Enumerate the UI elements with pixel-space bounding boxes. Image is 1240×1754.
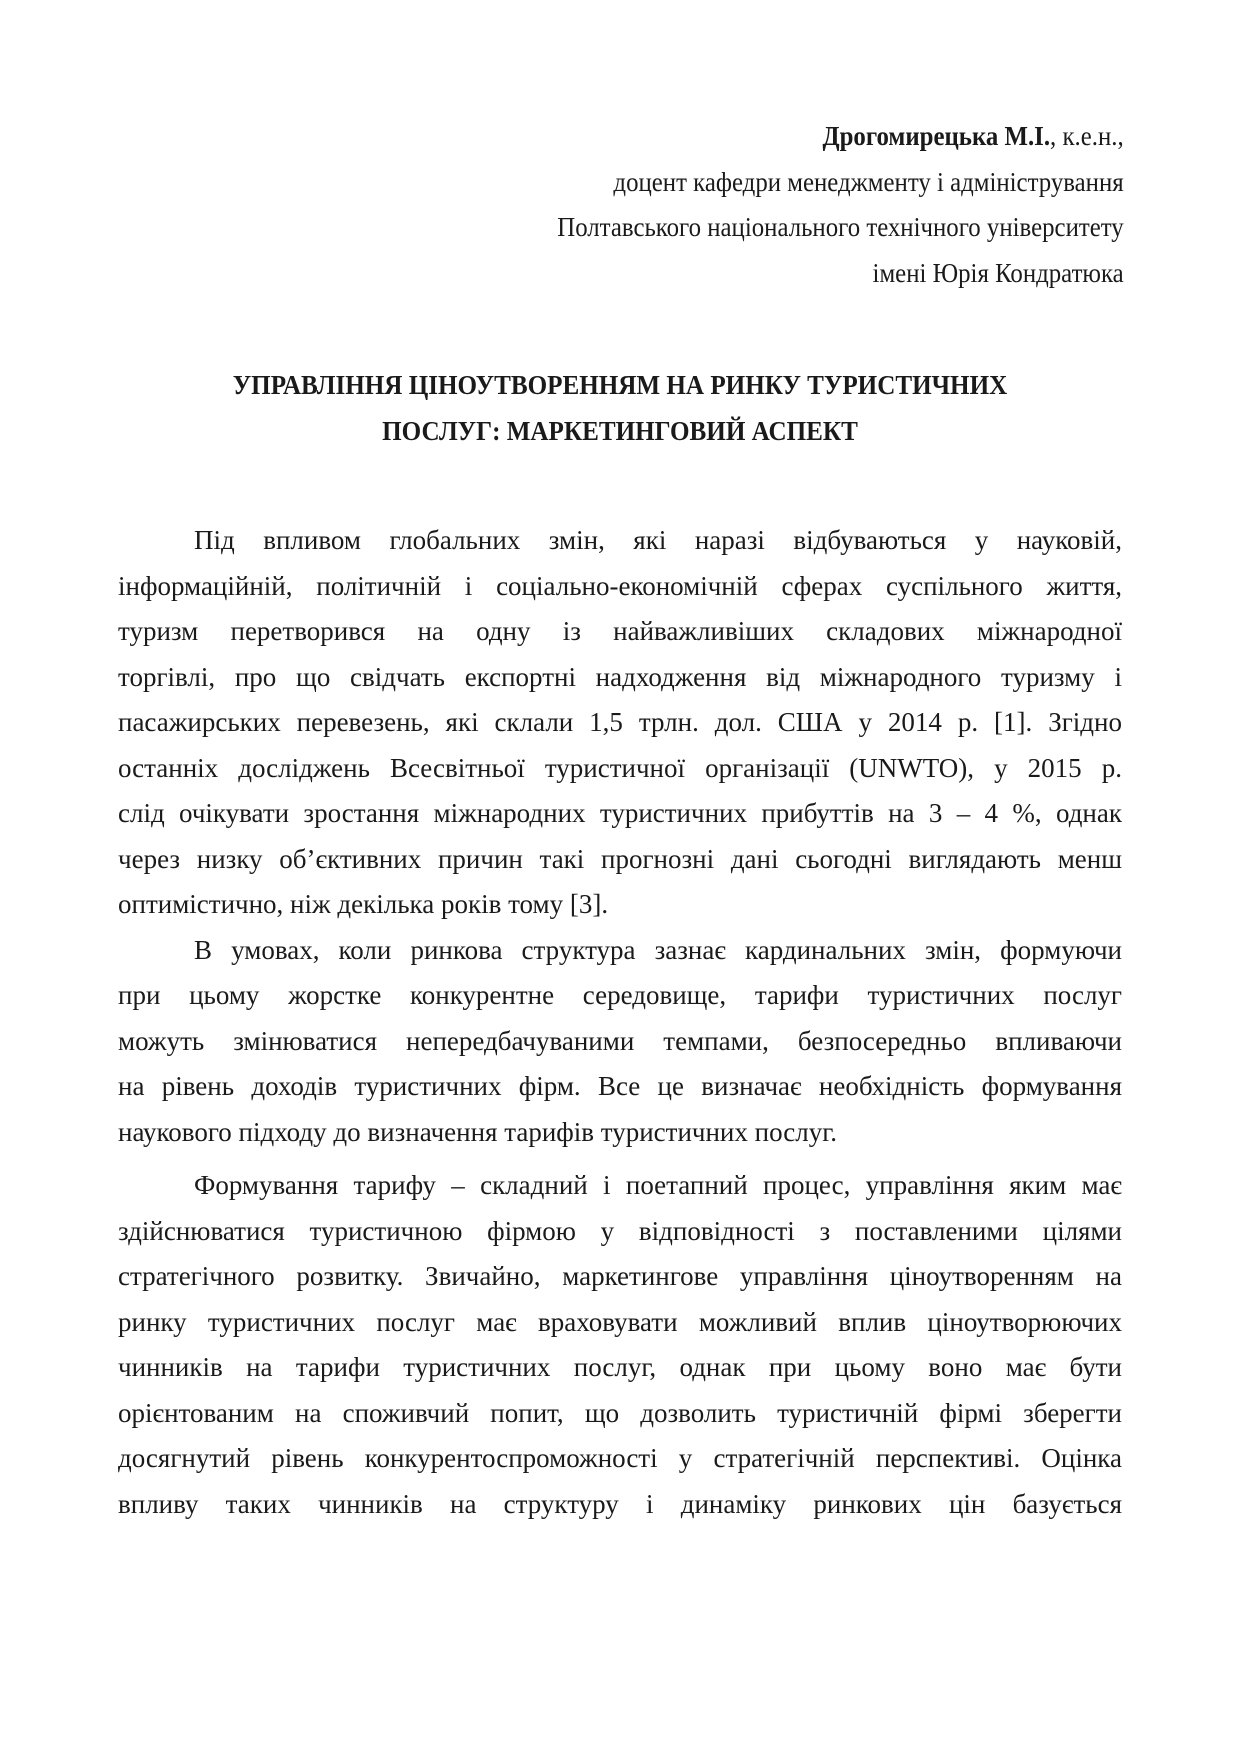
text-line: при цьому жорстке конкурентне середовище, тарифи туристичних послуг: [118, 980, 1122, 1010]
title-line-1: УПРАВЛІННЯ ЦІНОУТВОРЕННЯМ НА РИНКУ ТУРИСТИЧНИХ: [232, 370, 1008, 400]
text-line: орієнтованим на споживчий попит, що дозволить туристичній фірмі зберегти: [118, 1397, 1122, 1428]
text-line: інформаційній, політичній і соціально-економічній сферах суспільного життя,: [118, 570, 1122, 601]
text-line: оптимістично, ніж декілька років тому [3].: [118, 889, 609, 919]
text-line: впливу таких чинників на структуру і динаміку ринкових цін базується: [118, 1488, 1122, 1519]
text-line: стратегічного розвитку. Звичайно, маркетингове управління ціноутворенням на: [118, 1261, 1122, 1291]
article-body: [118, 518, 1122, 1527]
author-name: Дрогомирецька М.І.: [822, 121, 1051, 151]
text-line: здійснюватися туристичною фірмою у відповідності з поставленими цілями: [118, 1215, 1122, 1246]
text-line: можуть змінюватися непередбачуваними темпами, безпосередньо впливаючи: [118, 1025, 1122, 1056]
text-line: пасажирських перевезень, які склали 1,5 трлн. дол. США у 2014 р. [1]. Згідно: [118, 707, 1122, 737]
text-line: Під впливом глобальних змін, які наразі відбуваються у науковій,: [194, 525, 1122, 555]
title-line-2: ПОСЛУГ: МАРКЕТИНГОВИЙ АСПЕКТ: [382, 416, 858, 446]
text-line: чинників на тарифи туристичних послуг, однак при цьому воно має бути: [118, 1352, 1122, 1382]
author-line: [558, 114, 1124, 160]
article-title: [43, 362, 1196, 454]
text-line: наукового підходу до визначення тарифів туристичних послуг.: [118, 1116, 837, 1147]
text-line: Формування тарифу – складний і поетапний процес, управління яким має: [194, 1170, 1122, 1200]
paragraph-3: [118, 1163, 1122, 1527]
text-line: туризм перетворився на одну із найважливіших складових міжнародної: [118, 616, 1122, 646]
author-position: доцент кафедри менеджменту і адміністрування: [613, 166, 1124, 197]
author-university-name: імені Юрія Кондратюка: [872, 257, 1124, 288]
text-line: слід очікувати зростання міжнародних туристичних прибуттів на 3 – 4 %, однак: [118, 798, 1122, 828]
text-line: досягнутий рівень конкурентоспроможності у стратегічній перспективі. Оцінка: [118, 1443, 1122, 1473]
text-line: через низку об’єктивних причин такі прогнозні дані сьогодні виглядають менш: [118, 843, 1122, 874]
text-line: В умовах, коли ринкова структура зазнає кардинальних змін, формуючи: [194, 934, 1122, 965]
paragraph-2: [118, 928, 1122, 1156]
paragraph-1: [118, 518, 1122, 928]
text-line: ринку туристичних послуг має враховувати можливий вплив ціноутворюючих: [118, 1306, 1122, 1337]
author-degree: , к.е.н.,: [1050, 121, 1124, 151]
text-line: на рівень доходів туристичних фірм. Все це визначає необхідність формування: [118, 1071, 1122, 1101]
text-line: торгівлі, про що свідчать експортні надходження від міжнародного туризму і: [118, 661, 1122, 692]
author-block: [558, 114, 1124, 296]
text-line: останніх досліджень Всесвітньої туристичної організації (UNWTO), у 2015 р.: [118, 752, 1122, 783]
author-university: Полтавського національного технічного університету: [557, 212, 1124, 242]
